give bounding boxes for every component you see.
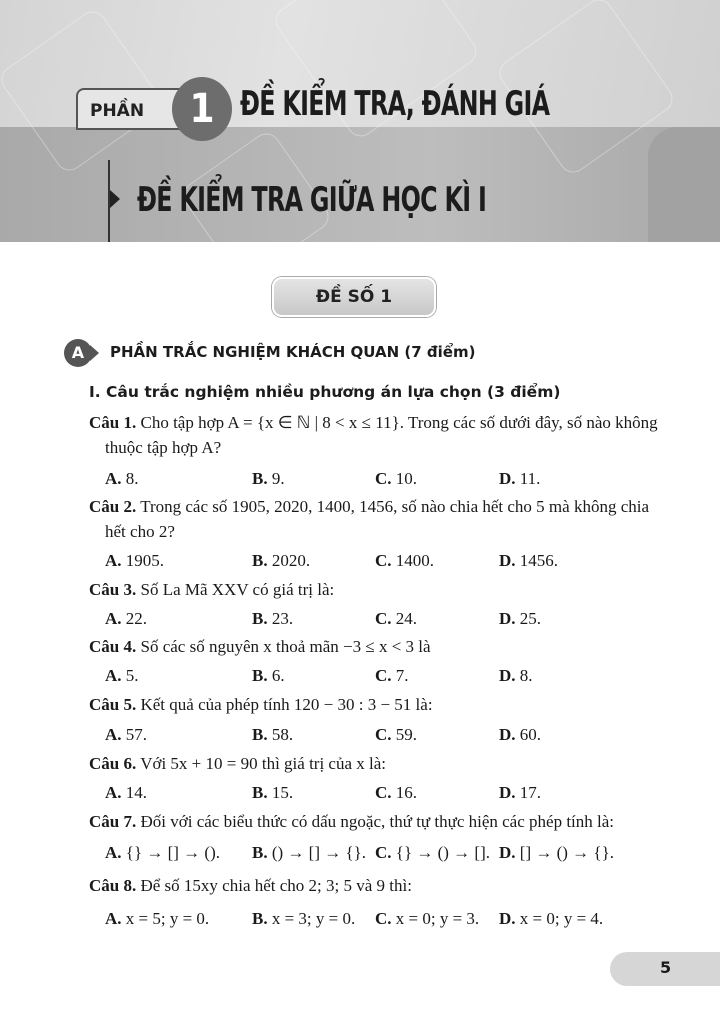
question-label: Câu 6. (89, 754, 137, 773)
question-label: Câu 3. (89, 580, 137, 599)
option-value: 8. (519, 666, 533, 685)
chapter-band-corner (648, 127, 720, 242)
option-letter: D. (499, 469, 516, 488)
option-letter: C. (375, 725, 392, 744)
question-label: Câu 2. (89, 497, 137, 516)
question-8 (89, 876, 412, 896)
option-letter: A. (105, 666, 122, 685)
option-value: 6. (271, 666, 285, 685)
option-letter: A. (105, 609, 122, 628)
question-6 (89, 754, 386, 774)
option-letter: C. (375, 551, 392, 570)
option-value: () → [] → {}. (271, 843, 367, 862)
option-letter: B. (252, 469, 268, 488)
answer-option-c (375, 469, 417, 489)
option-value: 25. (519, 609, 542, 628)
question-text: Số La Mã XXV có giá trị là: (140, 580, 335, 599)
answer-option-a (105, 666, 139, 686)
option-letter: D. (499, 783, 516, 802)
option-value: 22. (125, 609, 148, 628)
question-text: Số các số nguyên x thoả mãn −3 ≤ x < 3 là (140, 637, 431, 656)
answer-option-d (499, 725, 541, 745)
option-value: 10. (395, 469, 418, 488)
option-value: 60. (519, 725, 542, 744)
question-text-continued: thuộc tập hợp A? (105, 438, 222, 457)
option-value: [] → () → {}. (519, 843, 614, 862)
question-1 (89, 413, 658, 433)
question-text: Cho tập hợp A = {x ∈ ℕ | 8 < x ≤ 11}. Trong các số dưới đây, số nào không (140, 413, 658, 432)
question-text: Đối với các biểu thức có dấu ngoặc, thứ tự thực hiện các phép tính là: (140, 812, 615, 831)
question-label: Câu 1. (89, 413, 137, 432)
option-letter: B. (252, 843, 268, 862)
option-value: 11. (519, 469, 541, 488)
option-letter: C. (375, 469, 392, 488)
option-letter: A. (105, 909, 122, 928)
option-letter: B. (252, 666, 268, 685)
option-letter: C. (375, 666, 392, 685)
answer-option-d (499, 843, 614, 863)
option-letter: D. (499, 666, 516, 685)
question-3 (89, 580, 334, 600)
option-value: 2020. (271, 551, 311, 570)
answer-option-b (252, 609, 293, 629)
option-letter: A. (105, 783, 122, 802)
part-number: 1 (172, 77, 232, 141)
answer-option-d (499, 666, 533, 686)
option-value: 23. (271, 609, 294, 628)
question-label: Câu 4. (89, 637, 137, 656)
option-value: 1905. (125, 551, 165, 570)
option-value: 59. (395, 725, 418, 744)
subsection-title: I. Câu trắc nghiệm nhiều phương án lựa chọn (3 điểm) (89, 383, 561, 401)
option-value: 57. (125, 725, 148, 744)
answer-option-b (252, 909, 355, 929)
answer-option-a (105, 783, 147, 803)
option-value: {} → [] → (). (125, 843, 220, 862)
answer-option-d (499, 551, 558, 571)
answer-option-a (105, 469, 139, 489)
answer-option-c (375, 909, 479, 929)
chapter-title: ĐỀ KIỂM TRA GIỮA HỌC KÌ I (137, 180, 487, 220)
option-value: x = 0; y = 3. (395, 909, 480, 928)
option-value: 17. (519, 783, 542, 802)
option-letter: C. (375, 609, 392, 628)
option-letter: B. (252, 725, 268, 744)
option-letter: D. (499, 725, 516, 744)
page-number: 5 (660, 958, 672, 977)
answer-option-a (105, 725, 147, 745)
question-4 (89, 637, 431, 657)
answer-option-c (375, 666, 409, 686)
answer-option-c (375, 609, 417, 629)
question-text: Trong các số 1905, 2020, 1400, 1456, số nào chia hết cho 5 mà không chia (140, 497, 650, 516)
option-letter: B. (252, 909, 268, 928)
option-value: 8. (125, 469, 139, 488)
option-value: 24. (395, 609, 418, 628)
triangle-icon (90, 345, 99, 361)
option-value: 58. (271, 725, 294, 744)
option-letter: A. (105, 469, 122, 488)
question-label: Câu 7. (89, 812, 137, 831)
answer-option-b (252, 551, 310, 571)
part-title: ĐỀ KIỂM TRA, ĐÁNH GIÁ (240, 84, 550, 124)
option-letter: D. (499, 843, 516, 862)
answer-option-b (252, 666, 285, 686)
answer-option-b (252, 783, 293, 803)
triangle-bullet-icon (110, 190, 120, 208)
option-value: 7. (395, 666, 409, 685)
option-value: 16. (395, 783, 418, 802)
option-value: 15. (271, 783, 294, 802)
question-2 (89, 497, 649, 517)
option-value: x = 3; y = 0. (271, 909, 356, 928)
answer-option-a (105, 843, 220, 863)
answer-option-d (499, 609, 541, 629)
section-badge (64, 339, 96, 367)
answer-option-d (499, 909, 603, 929)
option-letter: A. (105, 843, 122, 862)
answer-option-c (375, 725, 417, 745)
answer-option-c (375, 783, 417, 803)
option-letter: B. (252, 551, 268, 570)
answer-option-b (252, 469, 285, 489)
option-letter: D. (499, 909, 516, 928)
part-label: PHẦN (76, 88, 186, 130)
answer-option-d (499, 469, 540, 489)
option-letter: D. (499, 609, 516, 628)
option-letter: A. (105, 725, 122, 744)
option-letter: D. (499, 551, 516, 570)
option-value: 9. (271, 469, 285, 488)
question-text-continued: hết cho 2? (105, 522, 175, 541)
option-value: 5. (125, 666, 139, 685)
answer-option-a (105, 551, 164, 571)
option-value: x = 5; y = 0. (125, 909, 210, 928)
option-letter: B. (252, 783, 268, 802)
question-7 (89, 812, 614, 832)
option-value: 1456. (519, 551, 559, 570)
section-title: PHẦN TRẮC NGHIỆM KHÁCH QUAN (7 điểm) (110, 343, 476, 361)
option-letter: C. (375, 843, 392, 862)
answer-option-c (375, 843, 490, 863)
answer-option-c (375, 551, 434, 571)
question-text: Với 5x + 10 = 90 thì giá trị của x là: (140, 754, 387, 773)
answer-option-a (105, 609, 147, 629)
option-letter: A. (105, 551, 122, 570)
question-label: Câu 5. (89, 695, 137, 714)
question-label: Câu 8. (89, 876, 137, 895)
option-letter: B. (252, 609, 268, 628)
option-letter: C. (375, 783, 392, 802)
section-badge-letter: A (64, 339, 92, 367)
question-text: Kết quả của phép tính 120 − 30 : 3 − 51 là: (140, 695, 433, 714)
option-letter: C. (375, 909, 392, 928)
option-value: x = 0; y = 4. (519, 909, 604, 928)
answer-option-a (105, 909, 209, 929)
option-value: {} → () → []. (395, 843, 490, 862)
answer-option-d (499, 783, 541, 803)
exam-label: ĐỀ SỐ 1 (272, 277, 436, 317)
answer-option-b (252, 843, 366, 863)
question-text: Để số 15xy chia hết cho 2; 3; 5 và 9 thì: (140, 876, 412, 895)
option-value: 14. (125, 783, 148, 802)
answer-option-b (252, 725, 293, 745)
question-5 (89, 695, 433, 715)
option-value: 1400. (395, 551, 435, 570)
